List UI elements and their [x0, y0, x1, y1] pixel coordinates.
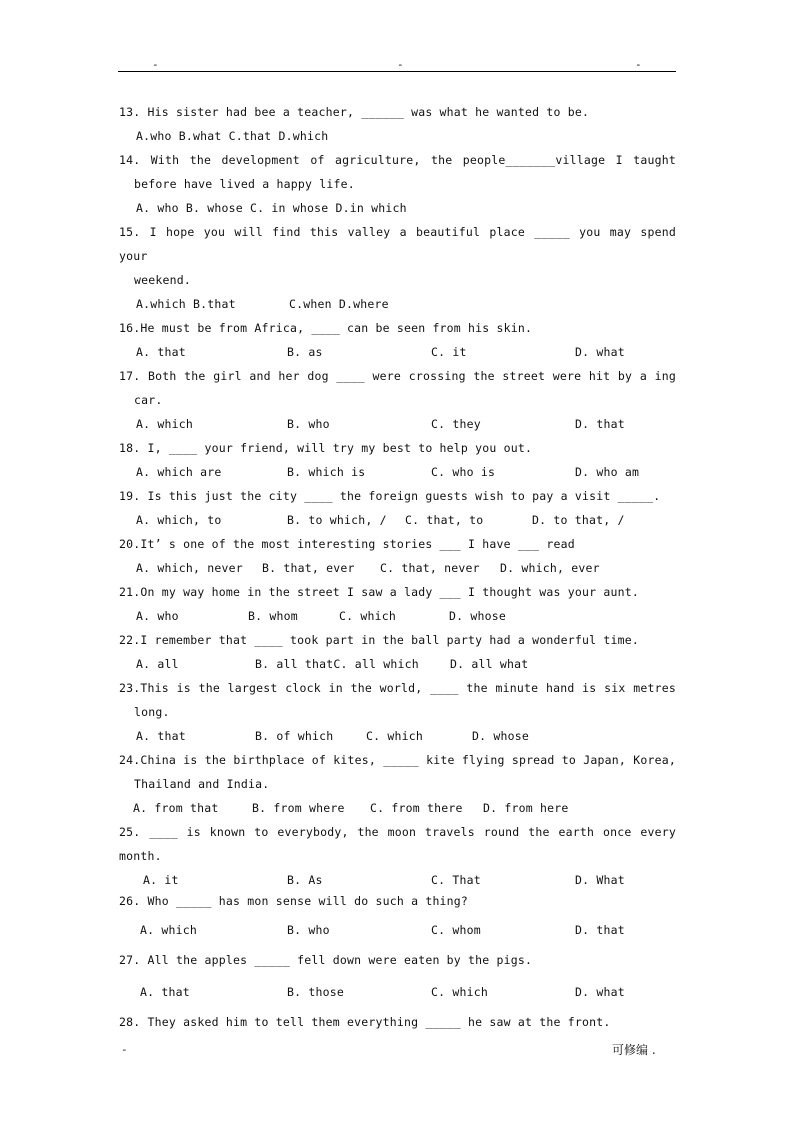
option-b-c: B. all thatC. all which [255, 657, 419, 671]
question-text-continued: month. [119, 849, 162, 863]
question-text: 14. With the development of agriculture, the people_______village I taught [119, 153, 676, 167]
question-21 [119, 580, 676, 628]
question-20 [119, 532, 676, 580]
option-c-d: C.when D.where [289, 297, 389, 311]
options-row [119, 918, 676, 942]
option-d: D. to that, / [532, 513, 625, 527]
question-23 [119, 676, 676, 748]
footer-left-mark: - [121, 1043, 128, 1056]
question-text: 19. Is this just the city ____ the foreign guests wish to pay a visit _____. [119, 489, 661, 503]
option-b: B. those [287, 985, 344, 999]
options-text: A.who B.what C.that D.which [136, 129, 329, 143]
option-c: C. it [431, 345, 467, 359]
option-b: B. which is [287, 465, 366, 479]
question-text: 20.It’ s one of the most interesting stories ___ I have ___ read [119, 537, 575, 551]
option-b: B. who [287, 417, 330, 431]
option-c: C. which [431, 985, 488, 999]
question-text-continued: car. [134, 393, 163, 407]
option-a: A. which [136, 417, 193, 431]
option-d: D. who am [575, 465, 640, 479]
question-text: 23.This is the largest clock in the world, ____ the minute hand is six metres [119, 681, 676, 695]
option-d: D. What [575, 873, 625, 887]
question-text: 27. All the apples _____ fell down were eaten by the pigs. [119, 953, 533, 967]
option-a: A. that [136, 345, 186, 359]
option-a-b: A.which B.that [136, 297, 236, 311]
option-d: D. what [575, 345, 625, 359]
question-24 [119, 748, 676, 820]
options-row [119, 796, 676, 820]
question-text: 13. His sister had bee a teacher, ______ was what he wanted to be. [119, 105, 590, 119]
header-center-mark: - [397, 58, 404, 71]
option-c: C. which [366, 729, 423, 743]
option-d: D. that [575, 417, 625, 431]
options-row [119, 604, 676, 628]
header-left-mark: - [152, 58, 159, 71]
question-text: 25. ____ is known to everybody, the moon travels round the earth once every [119, 825, 676, 839]
question-28 [119, 1010, 676, 1034]
question-text: 18. I, ____ your friend, will try my best to help you out. [119, 441, 533, 455]
option-d: D. whose [472, 729, 529, 743]
option-a: A. which, never [136, 561, 243, 575]
question-19 [119, 484, 676, 532]
option-a: A. that [136, 729, 186, 743]
option-a: A. which are [136, 465, 222, 479]
options-row [119, 340, 676, 364]
option-a: A. from that [133, 801, 219, 815]
question-17 [119, 364, 676, 436]
header-rule [118, 71, 676, 72]
question-text: 17. Both the girl and her dog ____ were crossing the street were hit by a ing [119, 369, 676, 383]
options-row [119, 868, 676, 892]
option-c: C. from there [370, 801, 463, 815]
question-22 [119, 628, 676, 676]
option-d: D. whose [449, 609, 506, 623]
option-c: C. that, never [380, 561, 480, 575]
options-row [119, 508, 676, 532]
option-d: D. from here [483, 801, 569, 815]
options-row [119, 460, 676, 484]
question-text-continued: long. [134, 705, 170, 719]
option-a: A. it [143, 873, 179, 887]
options-row [119, 292, 676, 316]
options-row [119, 652, 676, 676]
question-26 [119, 892, 676, 942]
option-a: A. which [140, 923, 197, 937]
question-list [119, 100, 676, 1034]
option-b: B. who [287, 923, 330, 937]
question-text: 24.China is the birthplace of kites, _____ kite flying spread to Japan, Korea, [119, 753, 676, 767]
option-a: A. which, to [136, 513, 222, 527]
options-row [119, 980, 676, 1004]
question-27 [119, 948, 676, 1004]
option-a: A. all [136, 657, 179, 671]
header-right-mark: - [635, 58, 642, 71]
question-16 [119, 316, 676, 364]
options-text: A. who B. whose C. in whose D.in which [136, 201, 407, 215]
option-d: D. that [575, 923, 625, 937]
option-a: A. who [136, 609, 179, 623]
question-text-continued: weekend. [134, 273, 191, 287]
question-text-continued: before have lived a happy life. [134, 177, 355, 191]
options-row [119, 196, 676, 220]
options-row [119, 412, 676, 436]
options-row [119, 724, 676, 748]
option-b: B. from where [252, 801, 345, 815]
option-c: C. which [339, 609, 396, 623]
option-c: C. who is [431, 465, 496, 479]
option-b: B. as [287, 345, 323, 359]
option-c: C. whom [431, 923, 481, 937]
question-text: 15. I hope you will find this valley a beautiful place _____ you may spend your [119, 225, 676, 263]
option-c: C. they [431, 417, 481, 431]
option-b: B. to which, / [287, 513, 387, 527]
question-18 [119, 436, 676, 484]
footer-editable-note: 可修编 . [612, 1043, 656, 1057]
option-c: C. That [431, 873, 481, 887]
option-b: B. whom [248, 609, 298, 623]
question-15 [119, 220, 676, 316]
question-text-continued: Thailand and India. [134, 777, 270, 791]
options-row [119, 556, 676, 580]
question-14 [119, 148, 676, 220]
option-b: B. of which [255, 729, 334, 743]
option-d: D. what [575, 985, 625, 999]
option-d: D. all what [450, 657, 529, 671]
option-a: A. that [140, 985, 190, 999]
question-13 [119, 100, 676, 148]
option-c: C. that, to [405, 513, 484, 527]
question-text: 26. Who _____ has mon sense will do such a thing? [119, 894, 469, 908]
option-b: B. As [287, 873, 323, 887]
question-text: 28. They asked him to tell them everything _____ he saw at the front. [119, 1015, 611, 1029]
question-text: 16.He must be from Africa, ____ can be seen from his skin. [119, 321, 533, 335]
question-text: 21.On my way home in the street I saw a lady ___ I thought was your aunt. [119, 585, 640, 599]
option-b: B. that, ever [262, 561, 355, 575]
question-text: 22.I remember that ____ took part in the ball party had a wonderful time. [119, 633, 640, 647]
option-d: D. which, ever [500, 561, 600, 575]
question-25 [119, 820, 676, 892]
options-row [119, 124, 676, 148]
